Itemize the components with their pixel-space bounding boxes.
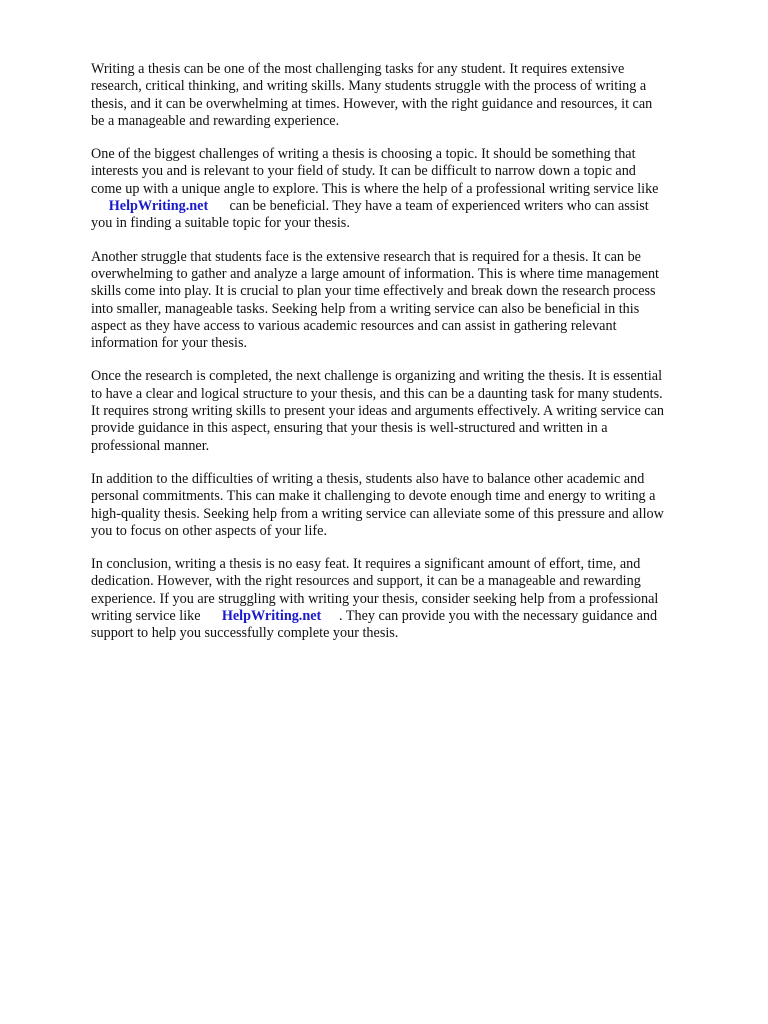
helpwriting-link-conclusion[interactable]: HelpWriting.net — [204, 608, 339, 625]
paragraph-commitments: In addition to the difficulties of writing a thesis, students also have to balance other academic and personal commitments. This can make it challenging to devote enough time and energy to writing a high-quality thesis. Seeking help from a writing service can alleviate some of this pressure and allow you to focus on other aspects of your life. — [91, 470, 664, 539]
paragraph-topic-text-before: One of the biggest challenges of writing a thesis is choosing a topic. It should be something that interests you and is relevant to your field of study. It can be difficult to narrow down a topic and come up with a unique angle to explore. This is where the help of a professional writing service like — [91, 146, 659, 197]
paragraph-topic-text-after: can be beneficial. They have a team of experienced writers who can assist you in finding a suitable topic for your thesis. — [91, 198, 649, 232]
helpwriting-link[interactable]: HelpWriting.net — [91, 198, 226, 215]
paragraph-intro: Writing a thesis can be one of the most challenging tasks for any student. It requires extensive research, critical thinking, and writing skills. Many students struggle with the process of writing a thesis, and it can be overwhelming at times. However, with the right guidance and resources, it can be a manageable and rewarding experience. — [91, 61, 653, 129]
document-body — [91, 61, 731, 659]
paragraph-organizing: Once the research is completed, the next challenge is organizing and writing the thesis. It is essential to have a clear and logical structure to your thesis, and this can be a daunting task for many students. It requires strong writing skills to present your ideas and arguments effectively. A writing service can provide guidance in this aspect, ensuring that your thesis is well-structured and written in a professional manner. — [91, 368, 665, 454]
paragraph-topic — [91, 146, 731, 232]
paragraph-conclusion-text-before: In conclusion, writing a thesis is no easy feat. It requires a significant amount of effort, time, and dedication. However, with the right resources and support, it can be a manageable and rewarding experience. If you are struggling with writing your thesis, consider seeking help from a professional writing service like — [91, 556, 659, 625]
paragraph-conclusion — [91, 556, 731, 642]
paragraph-research: Another struggle that students face is the extensive research that is required for a thesis. It can be overwhelming to gather and analyze a large amount of information. This is where time management skills come into play. It is crucial to plan your time effectively and break down the research process into smaller, manageable tasks. Seeking help from a writing service can also be beneficial in this aspect as they have access to various academic resources and can assist in gathering relevant information for your thesis. — [91, 248, 659, 352]
paragraph-conclusion-text-after: . They can provide you with the necessary guidance and support to help you successfully complete your thesis. — [91, 608, 658, 642]
